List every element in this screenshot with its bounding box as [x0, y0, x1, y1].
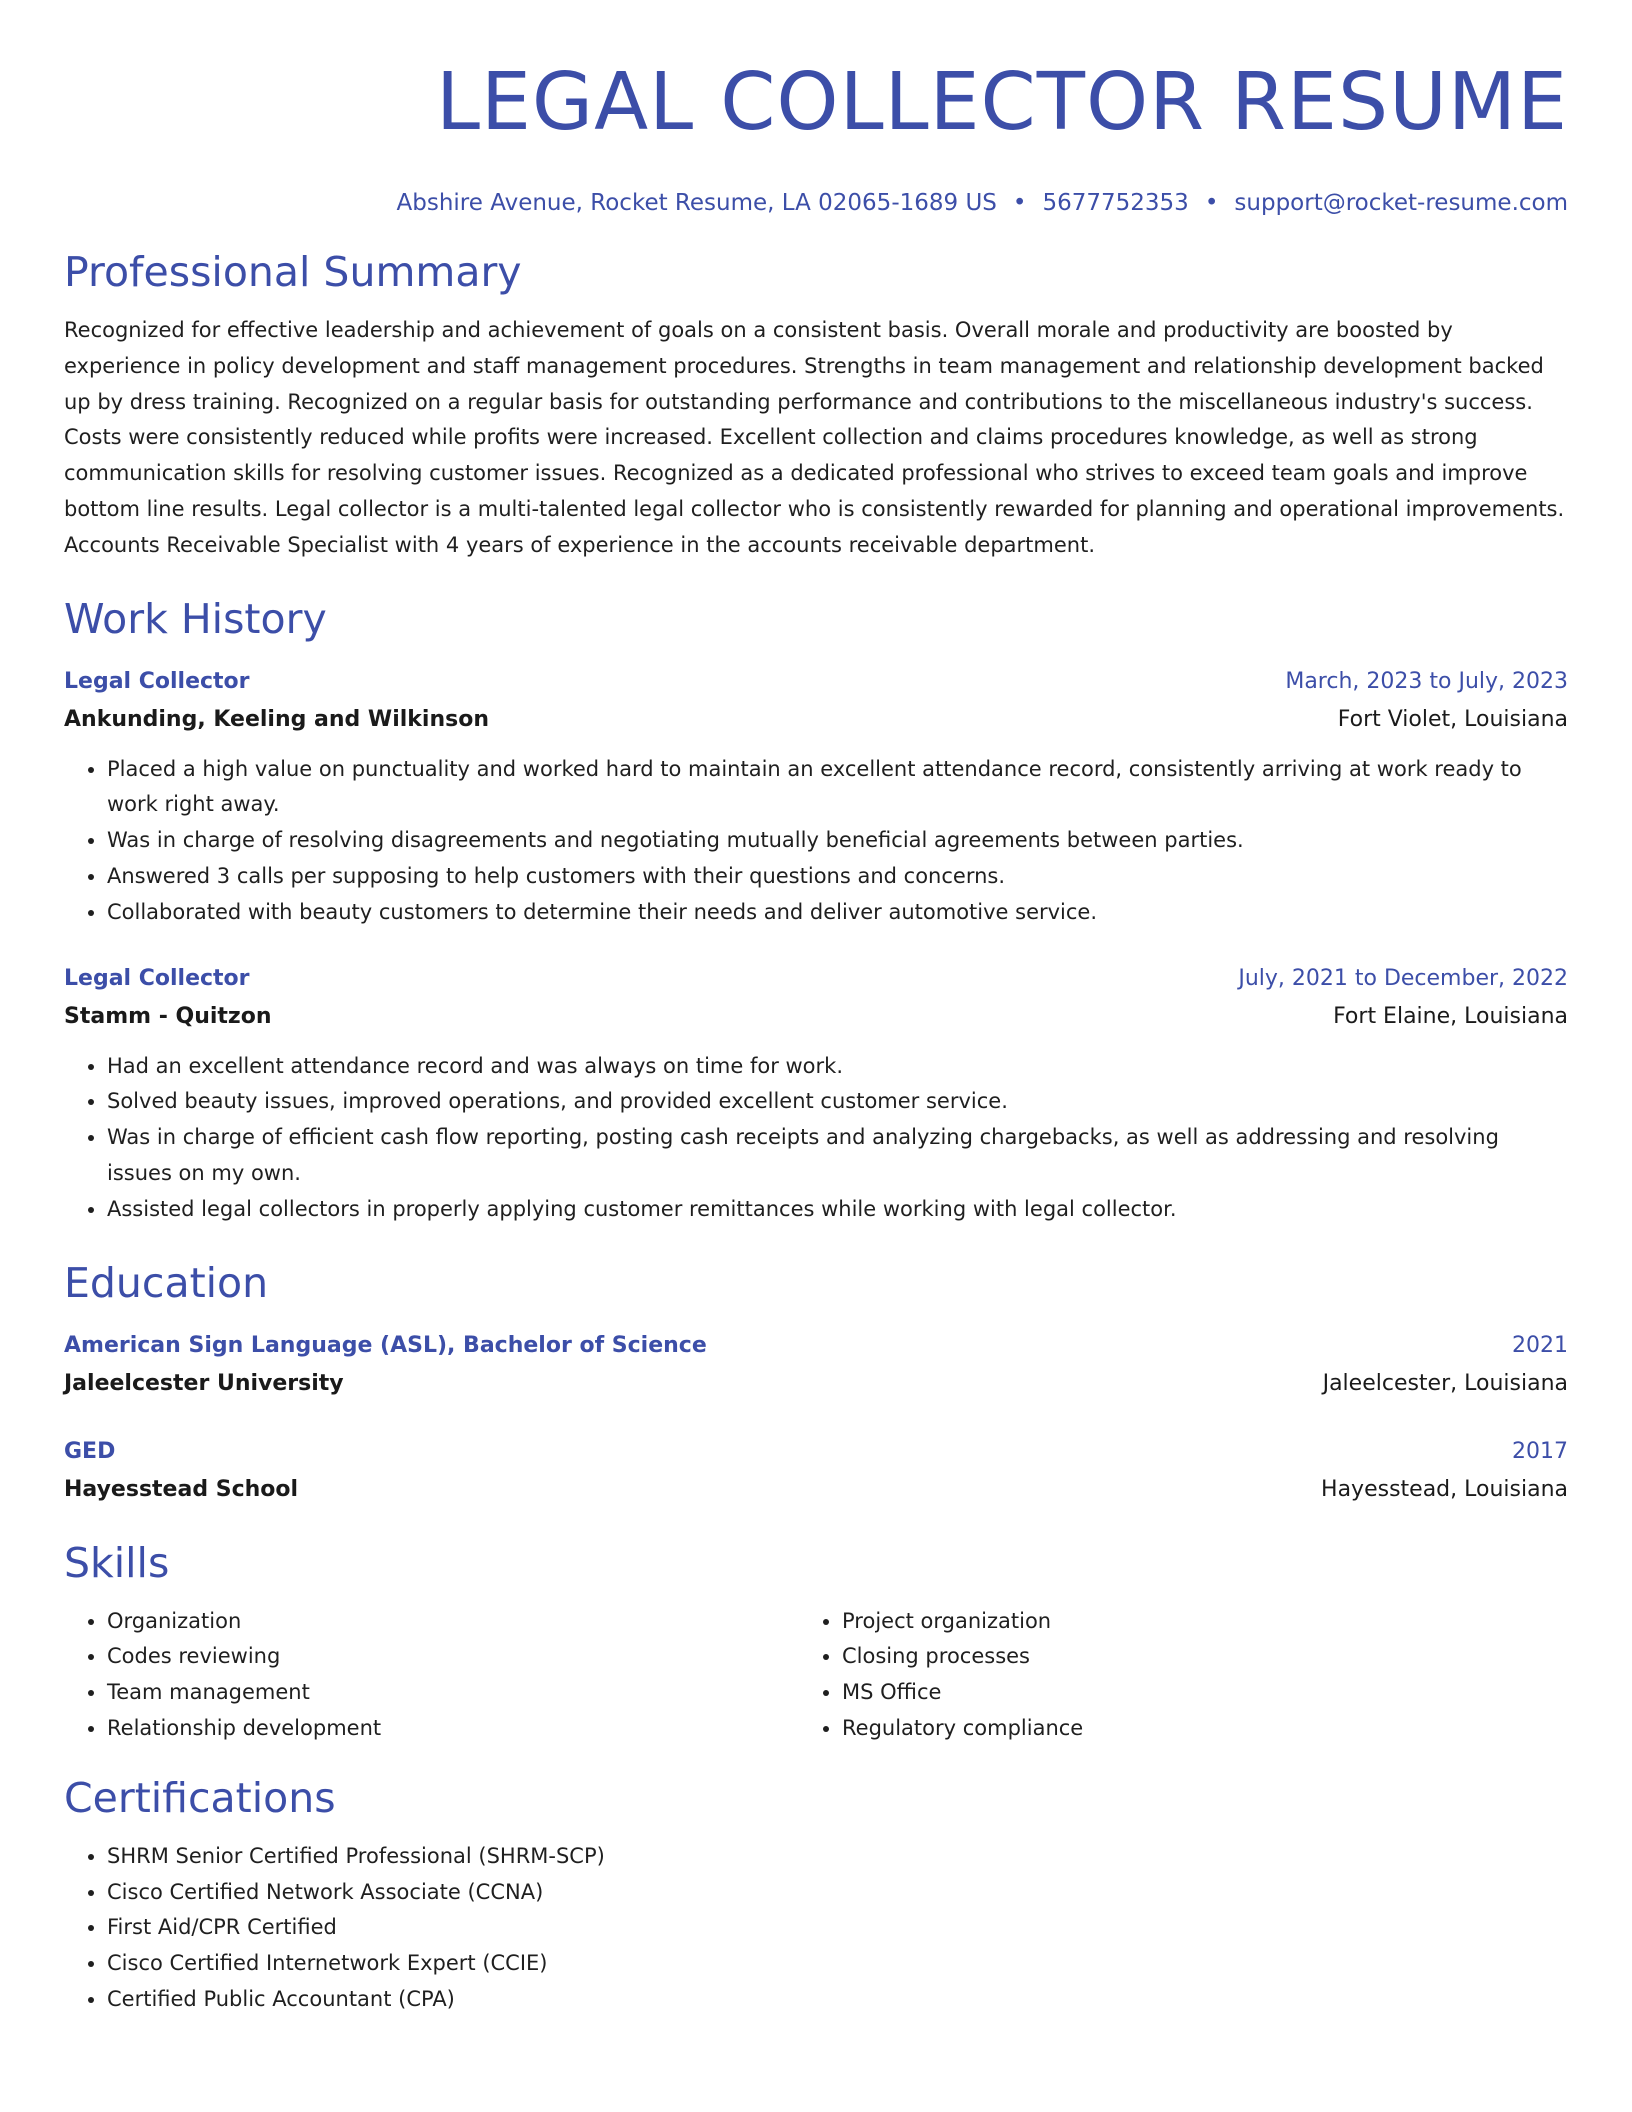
- resume-header: [64, 52, 1568, 219]
- job-duty: • Solved beauty issues, improved operations, and provided excellent customer service.: [107, 1084, 1568, 1120]
- education-degree: GED: [64, 1438, 116, 1464]
- education-year: 2017: [1512, 1438, 1568, 1464]
- education-header-row: [64, 1328, 1568, 1364]
- skill-item: • Regulatory compliance: [842, 1711, 1534, 1747]
- job-duty: • Collaborated with beauty customers to determine their needs and deliver automotive service.: [107, 895, 1568, 931]
- contact-address: Abshire Avenue, Rocket Resume, LA 02065-1689 US: [396, 190, 997, 216]
- job-entry: [64, 961, 1568, 1228]
- education-degree: American Sign Language (ASL), Bachelor of Science: [64, 1332, 707, 1358]
- certifications-list: [64, 1839, 1568, 2018]
- education-section: [64, 1256, 1568, 1510]
- certification-item: • Cisco Certified Network Associate (CCNA): [107, 1875, 1568, 1911]
- skill-item: • Codes reviewing: [107, 1639, 799, 1675]
- education-school-row: [64, 1364, 1568, 1404]
- certification-item: • Cisco Certified Internetwork Expert (CCIE): [107, 1946, 1568, 1982]
- resume-title: LEGAL COLLECTOR RESUME: [435, 56, 1568, 148]
- skills-section: [64, 1536, 1568, 1747]
- education-school: Hayesstead School: [64, 1476, 299, 1502]
- education-header-row: [64, 1434, 1568, 1470]
- contact-separator: •: [1012, 190, 1027, 216]
- section-title-certifications: Certifications: [64, 1773, 336, 1822]
- section-title-summary: Professional Summary: [64, 248, 522, 296]
- certification-item: • SHRM Senior Certified Professional (SHRM-SCP): [107, 1839, 1568, 1875]
- job-header-row: [64, 961, 1568, 997]
- certification-item: • Certified Public Accountant (CPA): [107, 1982, 1568, 2018]
- job-duty: • Was in charge of resolving disagreements and negotiating mutually beneficial agreements between parties.: [107, 823, 1568, 859]
- job-duty: • Was in charge of efficient cash flow reporting, posting cash receipts and analyzing chargebacks, as well as addressing and resolving issues on my own.: [107, 1120, 1568, 1192]
- skills-columns: [64, 1604, 1568, 1747]
- contact-separator: •: [1204, 190, 1219, 216]
- skill-item: • Organization: [107, 1604, 799, 1640]
- job-company: Stamm - Quitzon: [64, 1003, 272, 1029]
- contact-email[interactable]: support@rocket-resume.com: [1234, 190, 1568, 216]
- job-role: Legal Collector: [64, 668, 250, 694]
- job-duty: • Answered 3 calls per supposing to help customers with their questions and concerns.: [107, 859, 1568, 895]
- skill-item: • Project organization: [842, 1604, 1534, 1640]
- education-location: Jaleelcester, Louisiana: [1322, 1370, 1568, 1396]
- skill-item: • Closing processes: [842, 1639, 1534, 1675]
- job-location: Fort Elaine, Louisiana: [1333, 1003, 1568, 1029]
- job-duty: • Placed a high value on punctuality and worked hard to maintain an excellent attendance record, consistently arriving at work ready to work right away.: [107, 752, 1568, 824]
- job-entry: [64, 664, 1568, 931]
- section-title-work-history: Work History: [64, 594, 327, 643]
- skill-item: • MS Office: [842, 1675, 1534, 1711]
- job-duty: • Had an excellent attendance record and was always on time for work.: [107, 1049, 1568, 1085]
- contact-phone: 5677752353: [1042, 190, 1189, 216]
- summary-text: Recognized for effective leadership and achievement of goals on a consistent basis. Overall morale and productivity are boosted by experience in policy development and staff management procedures. Strengths in team management and relationship development backed up by dress training. Recognized on a regular basis for outstanding performance and contributions to the miscellaneous industry's success. Costs were consistently reduced while profits were increased. Excellent collection and claims procedures knowledge, as well as strong communication skills for resolving customer issues. Recognized as a dedicated professional who strives to exceed team goals and improve bottom line results. Legal collector is a multi-talented legal collector who is consistently rewarded for planning and operational improvements. Accounts Receivable Specialist with 4 years of experience in the accounts receivable department.: [64, 318, 1565, 557]
- job-dates: March, 2023 to July, 2023: [1285, 668, 1568, 694]
- job-company-row: [64, 700, 1568, 740]
- contact-line: [64, 187, 1568, 219]
- education-entry: [64, 1328, 1568, 1404]
- education-entry: [64, 1434, 1568, 1510]
- section-title-education: Education: [64, 1258, 269, 1307]
- job-company: Ankunding, Keeling and Wilkinson: [64, 706, 489, 732]
- skills-list-right: [799, 1604, 1534, 1747]
- skills-list-left: [64, 1604, 799, 1747]
- education-school-row: [64, 1470, 1568, 1510]
- job-duties-list: [64, 752, 1568, 931]
- skill-item: • Relationship development: [107, 1711, 799, 1747]
- job-role: Legal Collector: [64, 965, 250, 991]
- education-year: 2021: [1512, 1332, 1568, 1358]
- work-history-section: [64, 592, 1568, 1228]
- certification-item: • First Aid/CPR Certified: [107, 1910, 1568, 1946]
- job-duty: • Assisted legal collectors in properly applying customer remittances while working with legal collector.: [107, 1192, 1568, 1228]
- education-location: Hayesstead, Louisiana: [1321, 1476, 1568, 1502]
- job-header-row: [64, 664, 1568, 700]
- summary-section: [64, 245, 1568, 564]
- skill-item: • Team management: [107, 1675, 799, 1711]
- section-title-skills: Skills: [64, 1538, 170, 1587]
- education-school: Jaleelcester University: [64, 1370, 344, 1396]
- job-company-row: [64, 997, 1568, 1037]
- job-duties-list: [64, 1049, 1568, 1228]
- certifications-section: [64, 1771, 1568, 2018]
- job-dates: July, 2021 to December, 2022: [1238, 965, 1568, 991]
- job-location: Fort Violet, Louisiana: [1337, 706, 1568, 732]
